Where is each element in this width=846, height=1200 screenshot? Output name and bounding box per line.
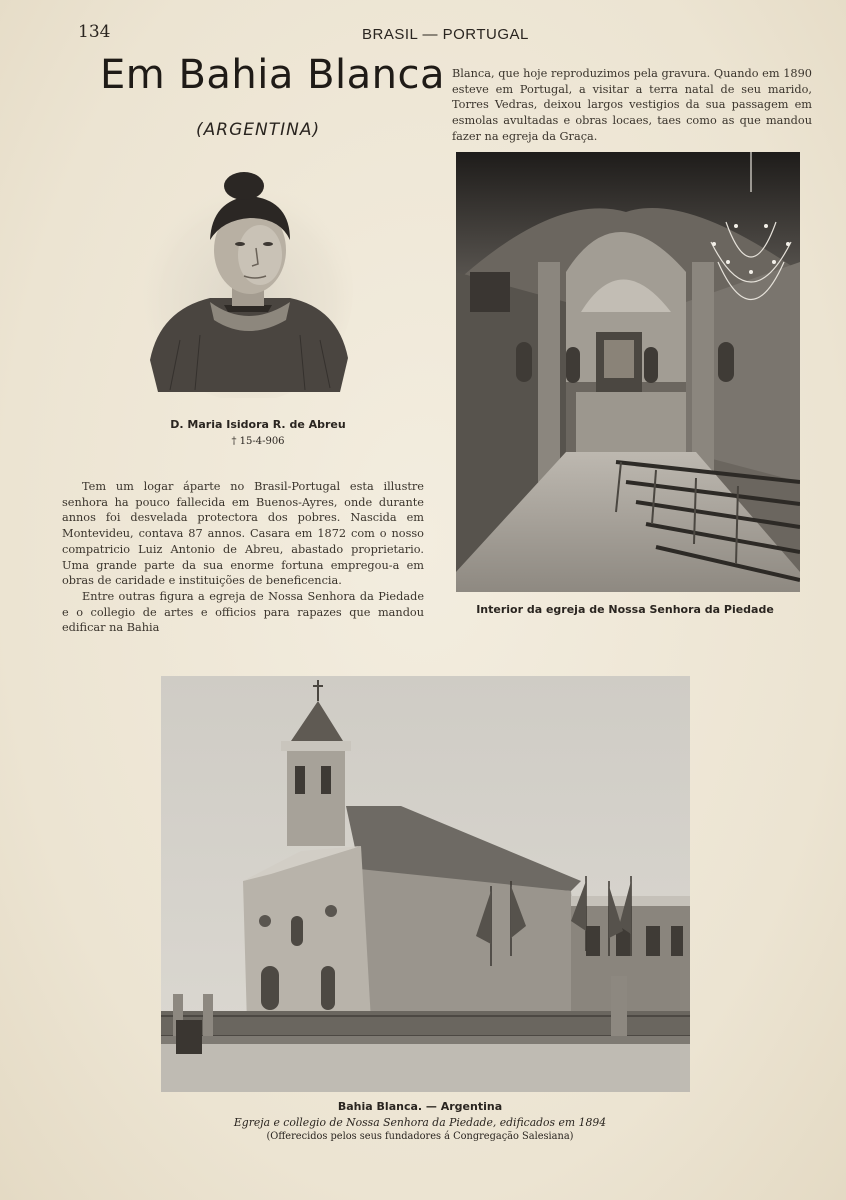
portrait-caption-date: † 15-4-906 [231,436,285,447]
article-body [62,479,424,636]
portrait-image [140,160,355,398]
intro-text: Blanca, que hoje reproduzimos pela gravura. Quando em 1890 esteve em Portugal, a visitar a terra natal de seu marido, Torres Vedras, deixou largos vestigios da sua passagem em esmolas avultadas e obras locaes, taes como as que mandou fazer na egreja da Graça. [452,67,812,143]
church-exterior-photo [161,676,690,1092]
church-caption-subtitle: Egreja e collegio de Nossa Senhora da Piedade, edificados em 1894 [233,1116,607,1129]
body-paragraph: Tem um logar áparte no Brasil-Portugal esta illustre senhora ha pouco fallecida em Buenos-Ayres, onde durante annos foi desvelada protectora dos pobres. Nascida em Montevideu, contava 87 annos. Casara em 1872 com o nosso compatricio Luiz Antonio de Abreu, abastado proprietario. Uma grande parte da sua enorme fortuna empregou-a em obras de caridade e instituições de beneficencia. [62,480,424,588]
article-subtitle: (ARGENTINA) [196,120,321,140]
interior-caption: Interior da egreja de Nossa Senhora da Piedade [476,603,774,616]
running-head: BRASIL — PORTUGAL [362,26,529,43]
interior-photo [456,152,800,592]
church-caption-title: Bahia Blanca. — Argentina [337,1100,503,1113]
page-number: 134 [78,22,111,42]
intro-paragraph [452,66,812,145]
portrait-caption-name: D. Maria Isidora R. de Abreu [170,418,346,431]
church-caption-note: (Offerecidos pelos seus fundadores á Congregação Salesiana) [266,1131,574,1142]
body-paragraph: Entre outras figura a egreja de Nossa Senhora da Piedade e o collegio de artes e officios para rapazes que mandou edificar na Bahia [62,589,424,635]
article-title: Em Bahia Blanca [100,52,446,98]
